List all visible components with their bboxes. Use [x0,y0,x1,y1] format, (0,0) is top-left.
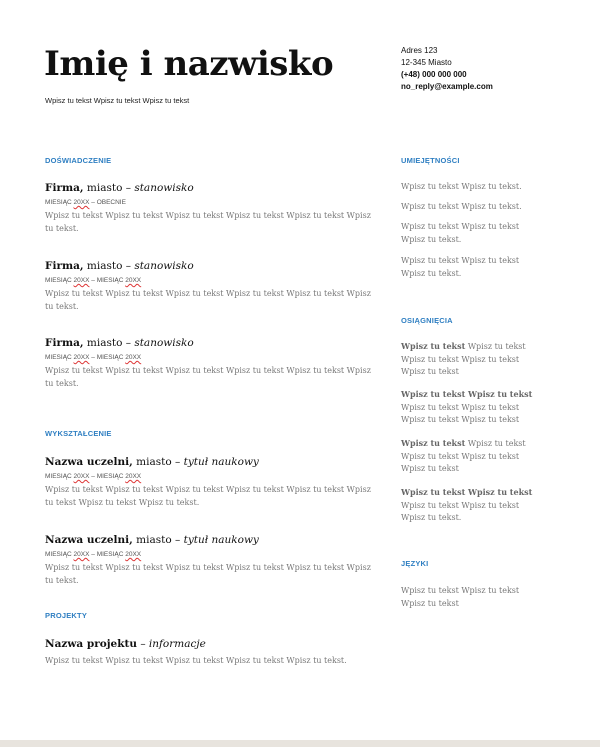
achievement-lead: Wpisz tu tekst [401,438,466,448]
contact-phone[interactable]: (+48) 000 000 000 [401,70,467,79]
date-month: MIESIĄC [45,277,74,284]
date-year: 20XX [73,354,90,361]
contact-block [401,45,493,93]
degree: tytuł naukowy [183,534,259,546]
skill-item[interactable]: Wpisz tu tekst Wpisz tu tekst. [401,202,522,211]
education-entry [45,533,375,587]
school-name: Nazwa uczelni, [45,456,133,468]
date-year: 20XX [125,551,142,558]
education-date[interactable] [45,472,375,481]
date-year: 20XX [73,277,90,284]
company-name: Firma, [45,337,84,349]
experience-entry [45,259,375,313]
skill-item[interactable]: Wpisz tu tekst Wpisz tu tekst Wpisz tu tekst. [401,222,520,244]
job-role: stanowisko [134,337,194,349]
experience-date[interactable] [45,276,375,285]
section-experience-heading[interactable]: DOŚWIADCZENIE [45,156,112,165]
experience-date[interactable] [45,198,375,207]
project-info: informacje [148,638,206,650]
project-name: Nazwa projektu [45,638,137,650]
achievement-item[interactable] [401,340,541,379]
experience-entry [45,181,375,235]
date-month: OBECNIE [96,199,126,206]
education-description[interactable]: Wpisz tu tekst Wpisz tu tekst Wpisz tu tekst Wpisz tu tekst Wpisz tu tekst Wpisz tu tekst Wpisz tu tekst Wpisz tu tekst. [45,485,371,507]
education-description[interactable]: Wpisz tu tekst Wpisz tu tekst Wpisz tu tekst Wpisz tu tekst Wpisz tu tekst Wpisz tu tekst. [45,563,371,585]
achievement-body: Wpisz tu tekst Wpisz tu tekst Wpisz tu tekst Wpisz tu tekst [401,342,526,376]
education-entry [45,455,375,509]
date-month: MIESIĄC [45,551,74,558]
achievement-lead: Wpisz tu tekst [401,341,466,351]
achievement-item[interactable] [401,437,541,476]
company-city: miasto – [83,260,135,272]
experience-description[interactable]: Wpisz tu tekst Wpisz tu tekst Wpisz tu tekst Wpisz tu tekst Wpisz tu tekst Wpisz tu tekst. [45,366,371,388]
date-separator: – [89,199,97,206]
experience-title[interactable] [45,259,375,273]
project-separator: – [136,638,149,650]
education-title[interactable] [45,455,375,469]
project-title[interactable] [45,637,375,651]
experience-entry [45,336,375,390]
languages-text[interactable]: Wpisz tu tekst Wpisz tu tekst Wpisz tu tekst [401,586,520,608]
date-month: MIESIĄC [45,354,74,361]
job-role: stanowisko [134,182,194,194]
date-year: 20XX [73,199,90,206]
section-projects-heading[interactable]: PROJEKTY [45,611,88,620]
project-description[interactable]: Wpisz tu tekst Wpisz tu tekst Wpisz tu tekst Wpisz tu tekst Wpisz tu tekst. [45,656,347,665]
achievement-body: Wpisz tu tekst Wpisz tu tekst Wpisz tu tekst. [401,500,520,522]
contact-email[interactable]: no_reply@example.com [401,82,493,91]
project-entry [45,637,375,668]
date-separator: – [89,473,97,480]
experience-description[interactable]: Wpisz tu tekst Wpisz tu tekst Wpisz tu tekst Wpisz tu tekst Wpisz tu tekst Wpisz tu tekst. [45,211,371,233]
school-city: miasto – [132,456,184,468]
skill-item[interactable]: Wpisz tu tekst Wpisz tu tekst. [401,182,522,191]
experience-title[interactable] [45,181,375,195]
achievement-lead: Wpisz tu tekst Wpisz tu tekst [401,389,533,399]
date-month: MIESIĄC [96,551,126,558]
page-bottom-edge [0,740,600,747]
date-separator: – [89,551,97,558]
experience-description[interactable]: Wpisz tu tekst Wpisz tu tekst Wpisz tu tekst Wpisz tu tekst Wpisz tu tekst Wpisz tu tekst. [45,289,371,311]
achievement-lead: Wpisz tu tekst Wpisz tu tekst [401,487,533,497]
company-city: miasto – [83,337,135,349]
section-skills-heading[interactable]: UMIEJĘTNOŚCI [401,156,460,165]
achievement-item[interactable] [401,486,541,525]
contact-address[interactable]: Adres 123 [401,46,438,55]
date-month: MIESIĄC [45,199,74,206]
section-languages-heading[interactable]: JĘZYKI [401,559,429,568]
date-separator: – [89,354,97,361]
company-city: miasto – [83,182,135,194]
company-name: Firma, [45,182,84,194]
contact-city[interactable]: 12-345 Miasto [401,58,452,67]
education-date[interactable] [45,550,375,559]
education-title[interactable] [45,533,375,547]
date-year: 20XX [73,473,90,480]
date-year: 20XX [125,354,142,361]
school-name: Nazwa uczelni, [45,534,133,546]
date-year: 20XX [125,277,142,284]
section-education-heading[interactable]: WYKSZTAŁCENIE [45,429,112,438]
resume-name[interactable]: Imię i nazwisko [44,44,334,84]
date-month: MIESIĄC [96,277,126,284]
date-year: 20XX [125,473,142,480]
resume-tagline[interactable]: Wpisz tu tekst Wpisz tu tekst Wpisz tu tekst [45,96,190,105]
achievement-body: Wpisz tu tekst Wpisz tu tekst Wpisz tu tekst Wpisz tu tekst [401,402,520,424]
section-achievements-heading[interactable]: OSIĄGNIĘCIA [401,316,453,325]
date-year: 20XX [73,551,90,558]
date-separator: – [89,277,97,284]
experience-title[interactable] [45,336,375,350]
degree: tytuł naukowy [183,456,259,468]
experience-date[interactable] [45,353,375,362]
date-month: MIESIĄC [96,354,126,361]
skill-item[interactable]: Wpisz tu tekst Wpisz tu tekst Wpisz tu tekst. [401,256,520,278]
job-role: stanowisko [134,260,194,272]
company-name: Firma, [45,260,84,272]
date-month: MIESIĄC [96,473,126,480]
achievement-item[interactable] [401,388,541,427]
date-month: MIESIĄC [45,473,74,480]
school-city: miasto – [132,534,184,546]
achievement-body: Wpisz tu tekst Wpisz tu tekst Wpisz tu tekst Wpisz tu tekst [401,439,526,473]
